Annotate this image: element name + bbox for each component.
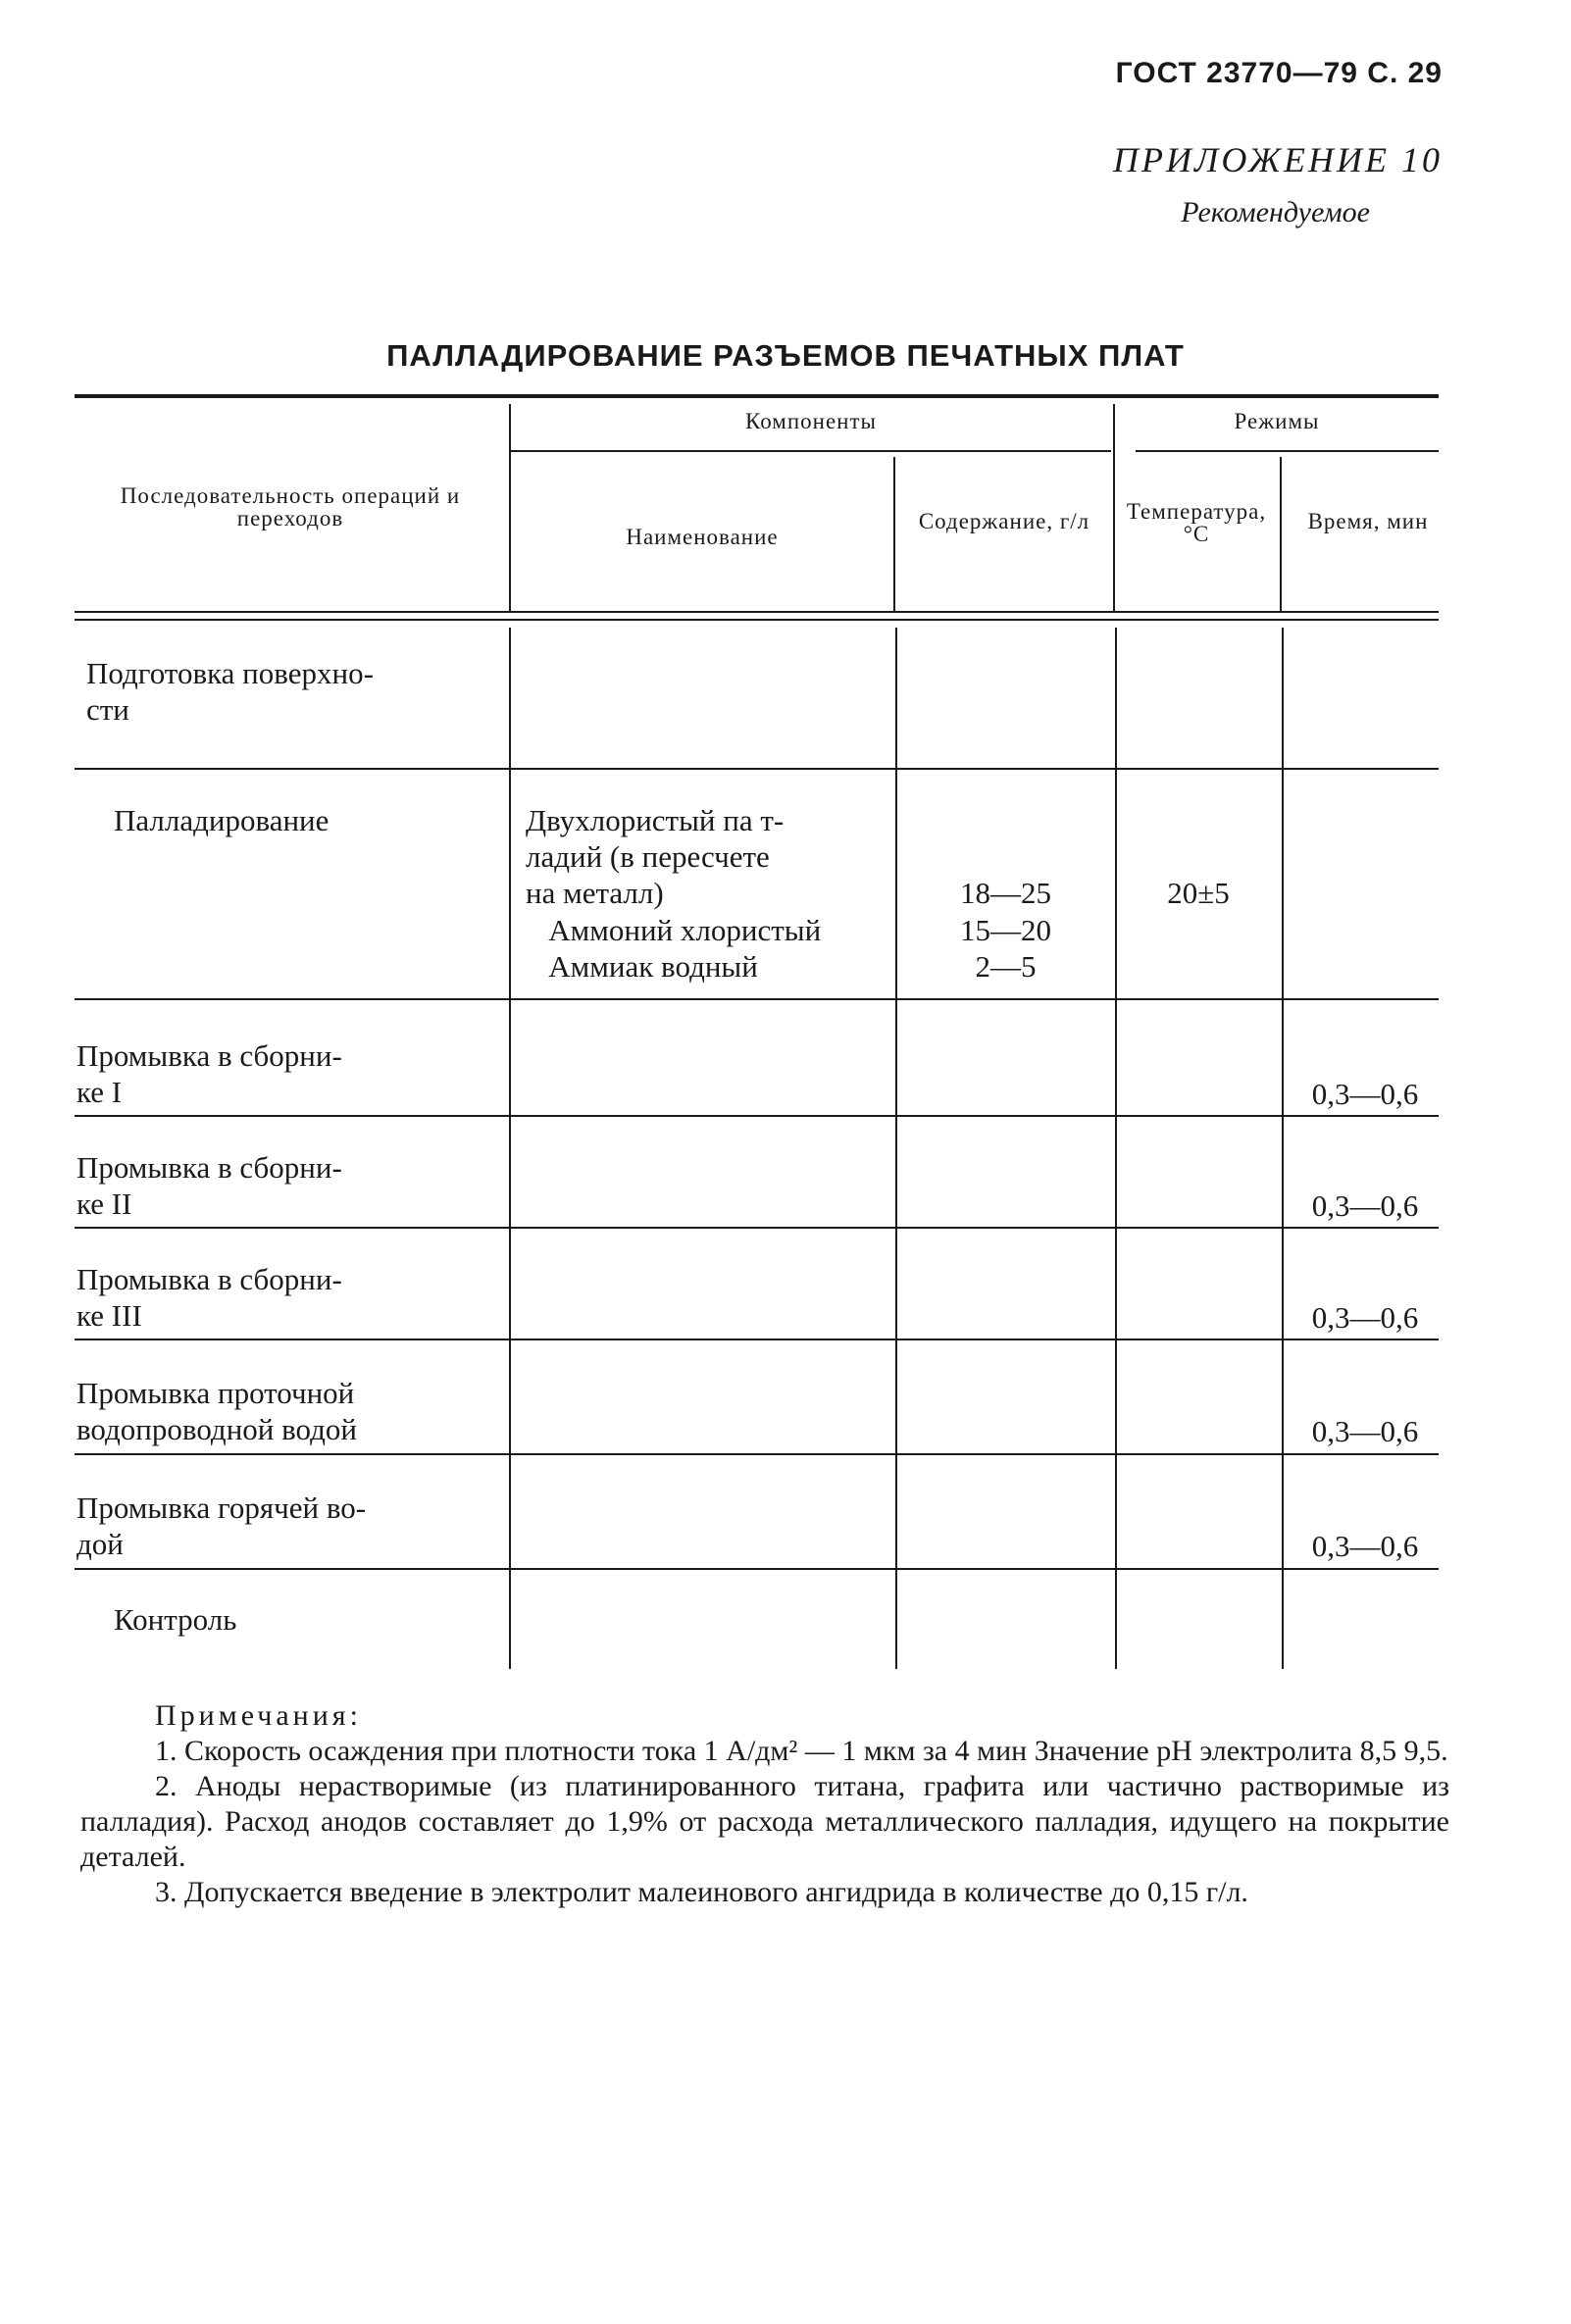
note-2: 2. Аноды нерастворимые (из платинированного титана, графита или частично растворимые из палладия). Расход анодов составляет до 1,9% от расхода металлического палладия, идущего на покрытие деталей.: [80, 1770, 1449, 1873]
note-3: 3. Допускается введение в электролит малеинового ангидрида в количестве до 0,15 г/л.: [155, 1876, 1248, 1908]
row-rule: [75, 1227, 1439, 1229]
header-temperature: Температура, °С: [1126, 499, 1267, 546]
row-2-operation: Промывка в сборни- ке I: [76, 1038, 342, 1110]
document-title: ПАЛЛАДИРОВАНИЕ РАЗЪЕМОВ ПЕЧАТНЫХ ПЛАТ: [386, 338, 1185, 373]
row-6-operation: Промывка горячей во- дой: [76, 1490, 367, 1562]
row-5-time: 0,3—0,6: [1311, 1414, 1419, 1448]
header-divider-3: [1113, 404, 1115, 611]
header-divider-2: [893, 457, 895, 611]
header-components: Компоненты: [745, 409, 877, 433]
row-4-time: 0,3—0,6: [1311, 1300, 1419, 1335]
row-3-operation: Промывка в сборни- ке II: [76, 1150, 342, 1222]
row-6-time: 0,3—0,6: [1311, 1529, 1419, 1563]
row-1-temperature: 20±5: [1167, 876, 1230, 911]
row-rule: [75, 1339, 1439, 1340]
body-divider-4: [1282, 628, 1284, 1669]
row-1-operation: Палладирование: [114, 803, 329, 837]
row-rule: [75, 1568, 1439, 1570]
notes-section: [80, 1698, 1449, 1910]
appendix-heading: ПРИЛОЖЕНИЕ 10: [1113, 140, 1443, 179]
components-rule: [511, 450, 1111, 452]
row-1-name: Двухлористый па т- ладий (в пересчете на металл) Аммоний хлористый Аммиак водный: [526, 803, 822, 984]
body-divider-3: [1115, 628, 1117, 1669]
header-name: Наименование: [626, 525, 779, 549]
document-reference: ГОСТ 23770—79 С. 29: [1115, 57, 1443, 89]
row-rule: [75, 768, 1439, 770]
notes-label: Примечания:: [155, 1699, 362, 1732]
table-top-rule: [75, 394, 1439, 398]
row-rule: [75, 998, 1439, 1000]
header-divider-1: [509, 404, 511, 611]
row-5-operation: Промывка проточной водопроводной водой: [76, 1376, 358, 1447]
header-content: Содержание, г/л: [918, 509, 1090, 533]
appendix-status: Рекомендуемое: [1181, 196, 1370, 228]
header-rule-2: [75, 619, 1439, 621]
row-3-time: 0,3—0,6: [1311, 1188, 1419, 1223]
row-rule: [75, 1115, 1439, 1117]
row-2-time: 0,3—0,6: [1311, 1077, 1419, 1111]
row-1-content: 18—25 15—20 2—5: [960, 876, 1051, 984]
modes-rule: [1136, 450, 1439, 452]
header-rule-1: [75, 611, 1439, 613]
body-divider-1: [509, 628, 511, 1669]
header-modes: Режимы: [1234, 409, 1320, 433]
header-time: Время, мин: [1307, 509, 1429, 533]
note-1: 1. Скорость осаждения при плотности тока 1 А/дм² — 1 мкм за 4 мин Значение pH электролита 8,5 9,5.: [155, 1735, 1448, 1767]
row-7-operation: Контроль: [114, 1602, 237, 1637]
row-rule: [75, 1453, 1439, 1455]
row-0-operation: Подготовка поверхно- сти: [86, 656, 374, 728]
row-4-operation: Промывка в сборни- ке III: [76, 1262, 342, 1334]
header-sequence: Последовательность операций и переходов: [120, 483, 461, 530]
header-divider-4: [1280, 457, 1282, 611]
body-divider-2: [895, 628, 897, 1669]
